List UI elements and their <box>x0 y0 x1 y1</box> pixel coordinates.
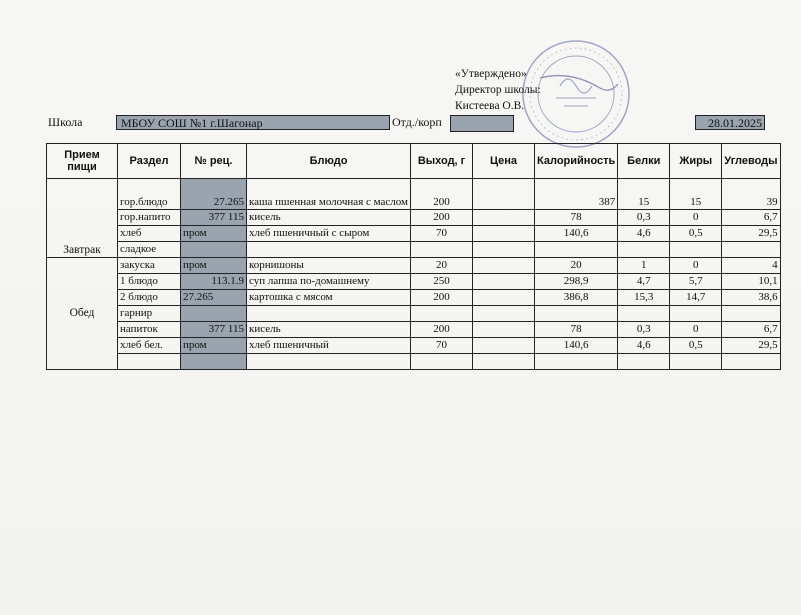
table-row <box>47 274 781 290</box>
cell-fat <box>670 306 722 322</box>
cell-carbs: 6,7 <box>722 322 780 338</box>
cell-recipe <box>181 242 247 258</box>
cell-weight: 200 <box>411 322 473 338</box>
table-row <box>47 338 781 354</box>
cell-section: 1 блюдо <box>118 274 181 290</box>
cell-weight: 200 <box>411 210 473 226</box>
cell-weight <box>411 306 473 322</box>
col-weight: Выход, г <box>411 144 473 179</box>
cell-fat: 0 <box>670 258 722 274</box>
cell-section: сладкое <box>118 242 181 258</box>
cell-section: 2 блюдо <box>118 290 181 306</box>
cell-section: гарнир <box>118 306 181 322</box>
col-section: Раздел <box>118 144 181 179</box>
col-protein: Белки <box>618 144 670 179</box>
cell-recipe <box>181 306 247 322</box>
cell-carbs: 29,5 <box>722 226 780 242</box>
meal-lunch: Обед <box>47 258 118 370</box>
cell-fat: 0,5 <box>670 338 722 354</box>
cell-price <box>473 226 535 242</box>
table-row <box>47 258 781 274</box>
cell-dish: хлеб пшеничный с сыром <box>247 226 411 242</box>
cell-fat: 5,7 <box>670 274 722 290</box>
cell-recipe: 377 115 <box>181 210 247 226</box>
cell-protein <box>618 242 670 258</box>
dept-field <box>450 115 514 132</box>
cell-carbs: 4 <box>722 258 780 274</box>
cell-dish: суп лапша по-домашнему <box>247 274 411 290</box>
cell-kcal: 298,9 <box>535 274 618 290</box>
cell-price <box>473 322 535 338</box>
cell-protein: 4,7 <box>618 274 670 290</box>
cell-fat: 14,7 <box>670 290 722 306</box>
cell-kcal: 20 <box>535 258 618 274</box>
cell-weight: 250 <box>411 274 473 290</box>
cell-price <box>473 274 535 290</box>
cell-protein: 4,6 <box>618 338 670 354</box>
cell-carbs <box>722 306 780 322</box>
cell-dish: хлеб пшеничный <box>247 338 411 354</box>
col-recipe: № рец. <box>181 144 247 179</box>
cell-price <box>473 242 535 258</box>
cell-protein: 15,3 <box>618 290 670 306</box>
cell-kcal <box>535 354 618 370</box>
cell-recipe: 27.265 <box>181 290 247 306</box>
cell-fat <box>670 242 722 258</box>
cell-kcal: 140,6 <box>535 338 618 354</box>
date-field: 28.01.2025 <box>695 115 765 130</box>
cell-kcal: 78 <box>535 322 618 338</box>
cell-fat: 0 <box>670 210 722 226</box>
cell-weight <box>411 242 473 258</box>
menu-table <box>46 143 781 370</box>
cell-fat: 0 <box>670 322 722 338</box>
cell-recipe: 113.1.9 <box>181 274 247 290</box>
director-label: Директор школы: <box>455 84 541 96</box>
cell-protein: 15 <box>618 179 670 210</box>
cell-weight: 200 <box>411 290 473 306</box>
cell-kcal: 78 <box>535 210 618 226</box>
cell-recipe: пром <box>181 226 247 242</box>
col-fat: Жиры <box>670 144 722 179</box>
cell-kcal: 387 <box>535 179 618 210</box>
col-price: Цена <box>473 144 535 179</box>
table-row <box>47 306 781 322</box>
cell-kcal: 386,8 <box>535 290 618 306</box>
cell-price <box>473 258 535 274</box>
cell-protein: 1 <box>618 258 670 274</box>
cell-recipe: 377 115 <box>181 322 247 338</box>
cell-section <box>118 354 181 370</box>
col-dish: Блюдо <box>247 144 411 179</box>
dept-label: Отд./корп <box>392 115 442 129</box>
cell-carbs: 38,6 <box>722 290 780 306</box>
cell-dish: каша пшенная молочная с маслом <box>247 179 411 210</box>
cell-section: хлеб <box>118 226 181 242</box>
cell-section: гор.блюдо <box>118 179 181 210</box>
col-meal: Прием пищи <box>47 144 118 179</box>
cell-price <box>473 338 535 354</box>
cell-recipe <box>181 354 247 370</box>
cell-kcal <box>535 242 618 258</box>
cell-carbs: 6,7 <box>722 210 780 226</box>
cell-fat: 0,5 <box>670 226 722 242</box>
table-row <box>47 290 781 306</box>
cell-carbs <box>722 354 780 370</box>
cell-section: напиток <box>118 322 181 338</box>
table-row <box>47 226 781 242</box>
cell-kcal: 140,6 <box>535 226 618 242</box>
cell-dish: картошка с мясом <box>247 290 411 306</box>
cell-protein <box>618 306 670 322</box>
cell-section: гор.напито <box>118 210 181 226</box>
cell-price <box>473 354 535 370</box>
director-name: Кистеева О.В. <box>455 100 525 112</box>
cell-carbs <box>722 242 780 258</box>
col-kcal: Калорийность <box>535 144 618 179</box>
table-row <box>47 210 781 226</box>
cell-section: хлеб бел. <box>118 338 181 354</box>
cell-kcal <box>535 306 618 322</box>
cell-weight: 200 <box>411 179 473 210</box>
cell-price <box>473 210 535 226</box>
school-label: Школа <box>48 115 83 129</box>
cell-fat <box>670 354 722 370</box>
cell-section: закуска <box>118 258 181 274</box>
table-row <box>47 179 781 210</box>
approval-block <box>455 66 541 114</box>
cell-carbs: 39 <box>722 179 780 210</box>
cell-protein: 4,6 <box>618 226 670 242</box>
cell-protein <box>618 354 670 370</box>
cell-protein: 0,3 <box>618 322 670 338</box>
cell-dish <box>247 306 411 322</box>
cell-carbs: 29,5 <box>722 338 780 354</box>
cell-recipe: 27.265 <box>181 179 247 210</box>
col-carbs: Углеводы <box>722 144 780 179</box>
cell-weight <box>411 354 473 370</box>
table-row <box>47 242 781 258</box>
cell-recipe: пром <box>181 258 247 274</box>
table-row <box>47 322 781 338</box>
cell-recipe: пром <box>181 338 247 354</box>
cell-carbs: 10,1 <box>722 274 780 290</box>
table-row <box>47 354 781 370</box>
cell-dish: кисель <box>247 322 411 338</box>
cell-weight: 70 <box>411 338 473 354</box>
cell-dish <box>247 354 411 370</box>
cell-dish: кисель <box>247 210 411 226</box>
school-name-field: МБОУ СОШ №1 г.Шагонар <box>116 115 390 130</box>
cell-weight: 20 <box>411 258 473 274</box>
cell-price <box>473 290 535 306</box>
cell-dish <box>247 242 411 258</box>
cell-price <box>473 179 535 210</box>
cell-protein: 0,3 <box>618 210 670 226</box>
meal-breakfast: Завтрак <box>47 179 118 258</box>
table-header-row <box>47 144 781 179</box>
signature-mark <box>540 76 618 91</box>
cell-price <box>473 306 535 322</box>
cell-dish: корнишоны <box>247 258 411 274</box>
approval-title: «Утверждено» <box>455 68 527 80</box>
cell-weight: 70 <box>411 226 473 242</box>
cell-fat: 15 <box>670 179 722 210</box>
